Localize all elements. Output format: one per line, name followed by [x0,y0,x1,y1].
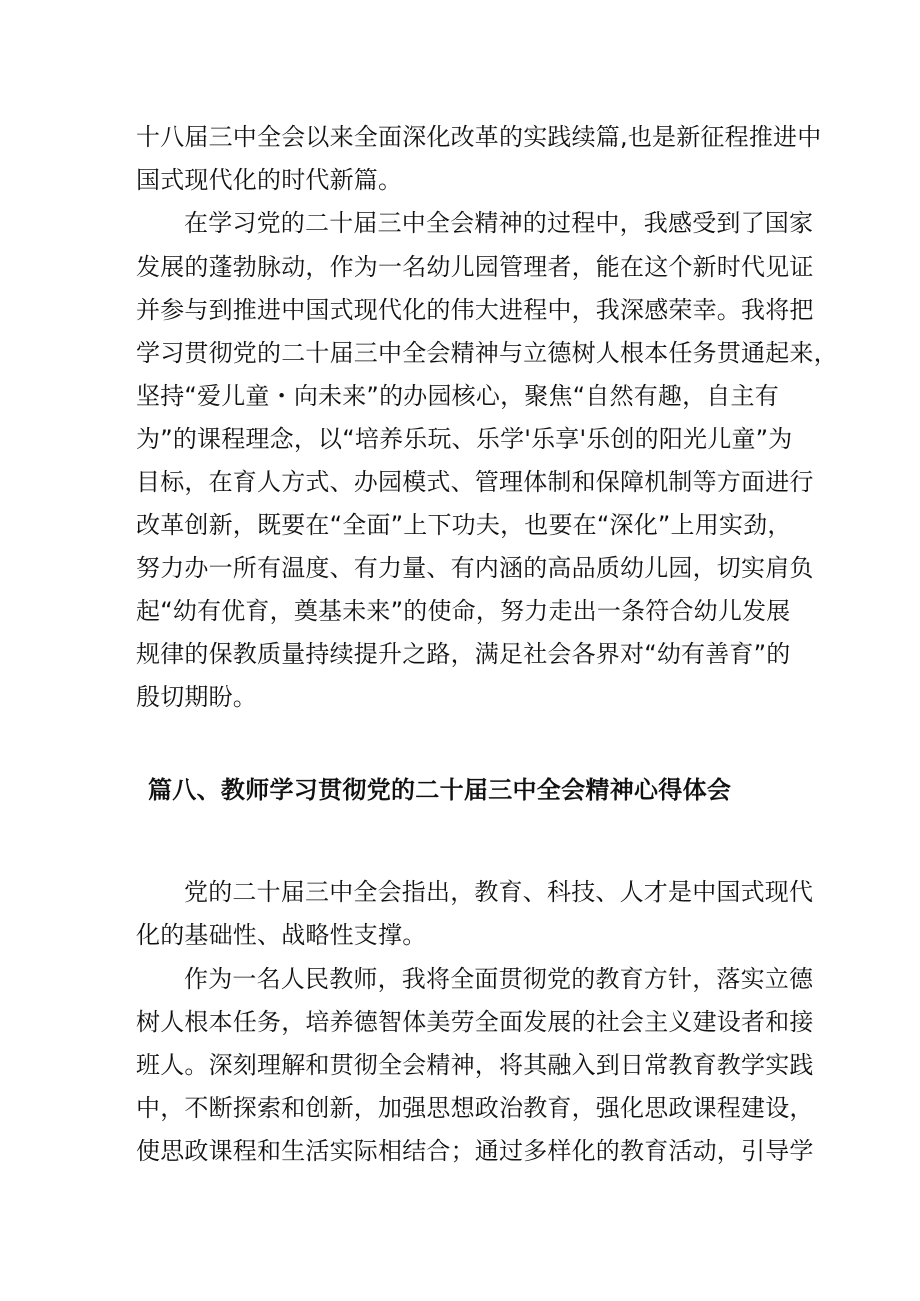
paragraph-line: 党的二十届三中全会指出，教育、科技、人才是中国式现代 [184,878,814,906]
paragraph-line: 树人根本任务，培养德智体美劳全面发展的社会主义建设者和接 [136,1008,814,1036]
paragraph-line: 中，不断探索和创新，加强思想政治教育，强化思政课程建设， [136,1094,814,1122]
paragraph-line: 作为一名人民教师，我将全面贯彻党的教育方针，落实立德 [184,965,814,993]
paragraph-line: 努力办一所有温度、有力量、有内涵的高品质幼儿园，切实肩负 [136,554,814,582]
paragraph-line: 发展的蓬勃脉动，作为一名幼儿园管理者，能在这个新时代见证 [136,253,814,281]
section-heading: 篇八、教师学习贯彻党的二十届三中全会精神心得体会 [148,776,732,804]
paragraph-line: 国式现代化的时代新篇。 [136,166,403,194]
paragraph-line: 目标，在育人方式、办园模式、管理体制和保障机制等方面进行 [136,468,814,496]
paragraph-line: 规律的保教质量持续提升之路，满足社会各界对“幼有善育”的 [136,640,791,668]
paragraph-line: 化的基础性、战略性支撑。 [136,921,427,949]
paragraph-line: 使思政课程和生活实际相结合；通过多样化的教育活动，引导学 [136,1137,814,1165]
paragraph-line: 学习贯彻党的二十届三中全会精神与立德树人根本任务贯通起来， [136,339,838,367]
paragraph-line: 改革创新，既要在“全面”上下功夫，也要在“深化”上用实劲， [136,511,792,539]
paragraph-line: 班人。深刻理解和贯彻全会精神，将其融入到日常教育教学实践 [136,1051,814,1079]
paragraph-line: 为”的课程理念，以“培养乐玩、乐学'乐享'乐创的阳光儿童”为 [136,425,793,453]
paragraph-line: 并参与到推进中国式现代化的伟大进程中，我深感荣幸。我将把 [136,296,814,324]
paragraph-line: 起“幼有优育，奠基未来”的使命，努力走出一条符合幼儿发展 [136,597,791,625]
paragraph-line: 在学习党的二十届三中全会精神的过程中，我感受到了国家 [184,209,814,237]
paragraph-line: 十八届三中全会以来全面深化改革的实践续篇,也是新征程推进中 [136,123,822,151]
paragraph-line: 坚持“爱儿童・向未来”的办园核心，聚焦“自然有趣，自主有 [136,382,779,410]
paragraph-line: 殷切期盼。 [136,683,257,711]
